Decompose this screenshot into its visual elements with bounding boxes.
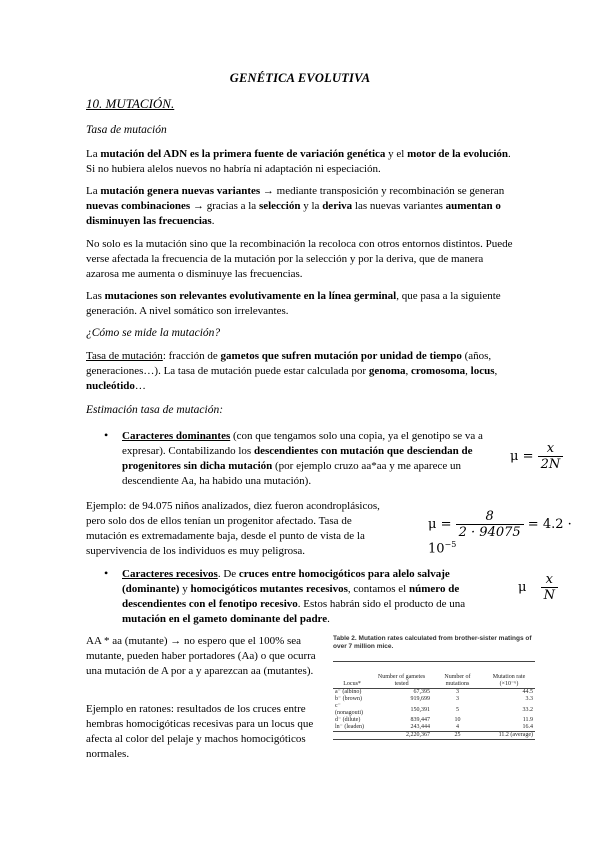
paragraph-recombination: No solo es la mutación sino que la recombinación la recoloca con otros entornos distintos. Puede verse afectada la frecuencia de la mutación por la selección y por la deriva, que de manera azarosa me aumenta o disminuye las frecuencias. <box>86 238 513 280</box>
table-row <box>333 696 535 703</box>
table-cell: 243,444 <box>410 724 430 730</box>
formula-example: μ = $\frac{8}{2 \cdot 94075}$ = $4.2 \cdot 10^{-5}$ <box>428 509 572 557</box>
paragraph-aa-cross: AA * aa (mutante) → no espero que el 100% sea mutante, pueden haber portadores (Aa) o que ocurra una mutación de A por a y aparezcan aa (mutantes). <box>86 635 316 677</box>
table-cell: 4 <box>455 724 459 730</box>
paragraph-germline: Las mutaciones son relevantes evolutivamente en la línea germinal, que pasa a la siguiente generación. A nivel somático son irrelevantes. <box>86 290 501 317</box>
table-row <box>333 703 535 717</box>
subheading-how-measured: ¿Cómo se mide la mutación? <box>86 327 221 339</box>
mutation-rate-table-figure <box>333 635 535 740</box>
formula-dominant: μ = $\frac{x}{2N}$ <box>510 441 563 472</box>
paragraph-variants: La mutación genera nuevas variantes → mediante transposición y recombinación se generan nuevas combinaciones → gracias a la selección y la deriva las nuevas variantes aumentan o disminuyen las frecuencias. <box>86 185 505 227</box>
table-cell: 11.2 (average) <box>498 732 533 738</box>
table-caption: Table 2. Mutation rates calculated from brother-sister matings of over 7 million mice. <box>333 635 532 650</box>
bullet-dot: • <box>104 566 109 580</box>
table-cell: a⁻ (albino) <box>335 689 362 695</box>
section-heading: 10. MUTACIÓN. <box>86 96 175 111</box>
table-cell: 33.2 <box>522 706 533 713</box>
table-total-row <box>333 732 535 740</box>
table-cell: b⁻ (brown) <box>335 696 362 702</box>
paragraph-intro: La mutación del ADN es la primera fuente de variación genética y el motor de la evolución. Si no hubiera alelos nuevos no habría ni adaptación ni especiación. <box>86 148 511 175</box>
table-cell: 3 <box>455 696 459 702</box>
table-header: Locus* <box>343 681 361 687</box>
table-cell: 5 <box>455 706 459 713</box>
table-cell: 3.3 <box>525 696 533 702</box>
table-cell: 16.4 <box>522 724 533 730</box>
table-row <box>333 689 535 697</box>
paragraph-rate-definition: Tasa de mutación: fracción de gametos que sufren mutación por unidad de tiempo (años, generaciones…). La tasa de mutación puede estar calculada por genoma, cromosoma, locus, nucleótido… <box>86 350 498 392</box>
bullet-dot: • <box>104 428 109 442</box>
paragraph-dominant-example: Ejemplo: de 94.075 niños analizados, diez fueron acondroplásicos, pero solo dos de ellos tenían un progenitor afectado. Tasa de mutación es extremadamente baja, desde el punto de vista de la supervivencia de los individuos es muy peligrosa. <box>86 500 380 557</box>
document-title: GENÉTICA EVOLUTIVA <box>229 71 371 85</box>
table-cell: 839,447 <box>410 717 430 723</box>
table-cell: 11.9 <box>522 717 533 723</box>
table-cell: 150,391 <box>410 706 430 713</box>
table-cell: d⁻ (dilute) <box>335 717 361 723</box>
table-row <box>333 717 535 724</box>
bullet-recessive: Caracteres recesivos. De cruces entre homocigóticos para alelo salvaje (dominante) y homocigóticos mutantes recesivos, contamos el número de descendientes con el fenotipo recesivo. Estos habrán sido el producto de una mutación en el gameto dominante del padre. <box>122 568 466 625</box>
subheading-mutation-rate: Tasa de mutación <box>86 124 167 136</box>
table-header: Number of mutations <box>444 674 471 687</box>
table-header: Number of gametes tested <box>377 674 426 687</box>
table-cell: 25 <box>454 732 461 738</box>
table-header: Mutation rate (×10⁻⁶) <box>492 674 526 687</box>
formula-recessive: μ $\frac{x}{N}$ <box>518 572 558 603</box>
table-cell: 67,395 <box>413 689 430 695</box>
table-cell: 10 <box>454 717 461 723</box>
subheading-estimation: Estimación tasa de mutación: <box>86 404 224 416</box>
table-header-row <box>333 662 535 689</box>
table-cell <box>333 732 371 740</box>
table-cell: 919,699 <box>410 696 430 702</box>
mutation-rate-table <box>333 661 535 740</box>
table-cell: 44.5 <box>522 689 533 695</box>
table-cell: ln⁻ (leaden) <box>335 724 364 730</box>
bullet-dominant: Caracteres dominantes (con que tengamos solo una copia, ya el genotipo se va a expresar). Contabilizando los descendientes con mutación que desciendan de progenitores sin dicha mutación (por ejemplo cruzo aa*aa y me aparece un descendiente Aa, ha habido una mutación). <box>122 430 483 487</box>
table-cell: c⁻ (nonagouti) <box>335 703 363 716</box>
table-cell: 2,220,367 <box>405 732 430 738</box>
table-cell: 3 <box>455 689 459 695</box>
table-row <box>333 724 535 732</box>
paragraph-mice-example: Ejemplo en ratones: resultados de los cruces entre hembras homocigóticas recesivas para un locus que afecta al color del pelaje y machos homocigóticos normales. <box>86 703 314 760</box>
